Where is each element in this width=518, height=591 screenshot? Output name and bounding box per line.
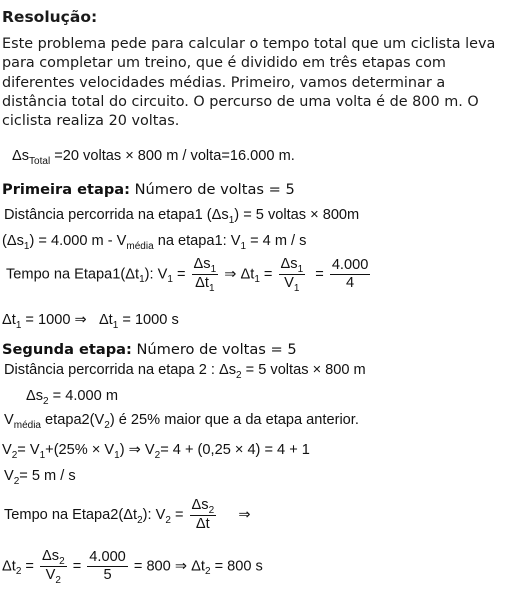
implies-arrow: ⇒ [128,442,141,458]
implies-arrow: ⇒ [224,266,237,283]
fraction-ds1-dt1: $\frac{\Delta s_1}{\Delta t_1}$ [193,256,217,294]
section-first-stage: Primeira etapa: Número de voltas = 5 [2,181,295,198]
page-title: Resolução: [2,8,98,26]
equation-stage1-distance: Distância percorrida na etapa1 $(\Delta s_1) = 5$ voltas × 800m [4,207,360,226]
equation-stage2-time: Tempo na $Etapa2(\Delta t_2)$: $V_2$ = $\frac{\Delta s_2}{\Delta t}$ ⇒ [4,497,251,532]
fraction-ds1-v1: $\frac{\Delta s_1}{V_1}$ [280,256,304,294]
equation-stage2-result: $\Delta t_2$ = $\frac{\Delta s_2}{V_2}$ = $\frac{4.000}{5}$ = 800 ⇒ $\Delta t_2 = 800$ s [2,548,263,586]
equation-stage1-time: Tempo na $Etapa1(\Delta t_1)$: $V_1$ = $\frac{\Delta s_1}{\Delta t_1}$ ⇒ $\Delta t_1$ = $\frac{\Delta s_1}{V_1}$ = $\frac{4.000}{4}$ [6,256,369,294]
equation-stage2-distance: Distância percorrida na etapa 2 : $\Delta s_2 = 5$ voltas × 800 m [4,362,366,381]
fraction-4000-4: $\frac{4.000}{4}$ [331,257,369,291]
fraction-ds2-v2: $\frac{\Delta s_2}{V_2}$ [42,548,65,586]
implies-arrow: ⇒ [74,312,87,328]
equation-stage2-v2-result: $V_2= 5$ m / s [4,468,76,487]
equation-total-distance: $\Delta s_{Total} =20$ voltas × 800 m / volta=16.000 m. [12,148,295,167]
equation-stage2-vmedia: $V_{média}$ $etapa2(V_2)$ é 25% maior que a da etapa anterior. [4,412,359,431]
implies-arrow: ⇒ [238,506,251,523]
equation-stage1-speed: $(\Delta s_1) = 4.000$ m - $V_{média}$ na etapa1: $V_1 = 4$ m / s [2,233,307,252]
fraction-ds2-dt: $\frac{\Delta s_2}{\Delta t}$ [191,497,215,532]
equation-stage1-result: $\Delta t_1 = 1000$ ⇒ $\Delta t_1 = 1000$ s [2,312,179,331]
fraction-4000-5: $\frac{4.000}{5}$ [89,549,126,583]
equation-stage2-ds2: $\Delta s_2 = 4.000$ m [26,388,118,407]
section-second-stage: Segunda etapa: Número de voltas = 5 [2,341,297,358]
equation-stage2-v2: $V_2= V_1+(25\% \times V_1)$ ⇒ $V_2= 4 + (0,25 \times 4) = 4 + 1$ [2,442,310,461]
implies-arrow: ⇒ [174,558,188,575]
intro-paragraph: Este problema pede para calcular o tempo total que um ciclista leva para completar um treino, que é dividido em três etapas com diferentes velocidades médias. Primeiro, vamos determinar a distância total do circuito. O percurso de uma volta é de 800 m. O ciclista realiza 20 voltas. [2,36,496,130]
